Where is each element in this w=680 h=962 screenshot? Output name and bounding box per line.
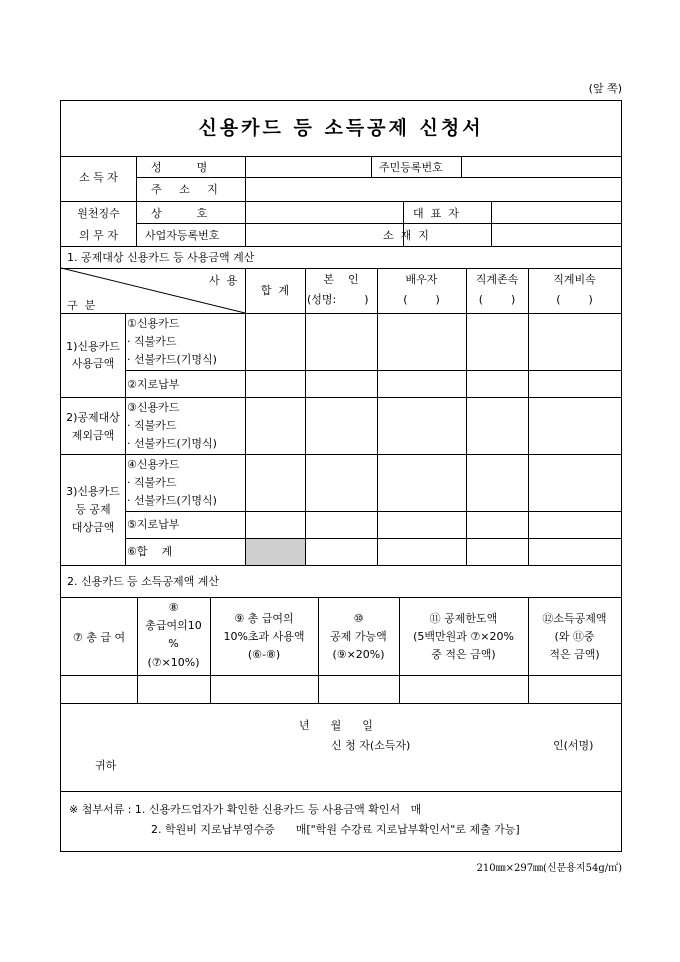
- rule: [125, 511, 621, 512]
- group1-debit-card: · 직불카드: [127, 335, 177, 348]
- col7-header: ⑦ 총 급 여: [72, 631, 126, 644]
- name-label: 성 명: [151, 161, 208, 174]
- total-header: 합 계: [260, 284, 290, 297]
- col12-header-line3: 적은 금액): [549, 648, 600, 661]
- group3-label-line3: 대상금액: [71, 521, 115, 534]
- col10-header-line2: 공제 가능액: [330, 630, 387, 643]
- group3-label-line1: 3)신용카드: [66, 485, 120, 498]
- rule: [125, 538, 621, 539]
- col11-header-line3: 중 적은 금액): [431, 648, 496, 661]
- col8-header-line2: 총급여의10: [145, 619, 202, 632]
- form-title: 신용카드 등 소득공제 신청서: [198, 117, 484, 139]
- rule: [61, 703, 621, 704]
- col11-header-line2: (5백만원과 ⑦×20%: [413, 630, 514, 643]
- group3-credit-card: ④신용카드: [127, 458, 180, 471]
- col11-header-line1: ⑪ 공제한도액: [429, 612, 498, 625]
- group1-label-line2: 사용금액: [71, 357, 115, 370]
- section1-heading: 1. 공제대상 신용카드 등 사용금액 계산: [67, 251, 255, 264]
- descendant-header: 직계비속: [553, 273, 596, 286]
- page-side-label: (앞 쪽): [588, 82, 622, 95]
- group3-debit-card: · 직불카드: [127, 476, 177, 489]
- rule: [61, 597, 621, 598]
- descendant-name-header: ( ): [556, 293, 593, 306]
- location-label: 소 재 지: [383, 229, 429, 242]
- group2-label-line1: 2)공제대상: [66, 411, 120, 424]
- paper-spec-footer: 210㎜×297㎜(신문용지54g/㎡): [476, 863, 622, 874]
- group2-debit-card: · 직불카드: [127, 419, 177, 432]
- group1-prepaid-card: · 선불카드(기명식): [127, 353, 217, 366]
- rrn-label: 주민등록번호: [379, 161, 443, 174]
- applicant-label: 신 청 자(소득자): [331, 739, 411, 752]
- spouse-name-header: ( ): [403, 293, 440, 306]
- address-label: 주 소 지: [151, 183, 218, 196]
- shaded-total-cell: [246, 539, 305, 565]
- withholding-label-line1: 원천징수: [77, 207, 120, 220]
- self-name-header: (성명: ): [307, 293, 369, 306]
- rule: [125, 370, 621, 371]
- col10-header-line1: ⑩: [353, 612, 364, 625]
- bizno-label: 사업자등록번호: [145, 229, 220, 242]
- rule: [61, 454, 621, 455]
- group3-total: ⑥합 계: [127, 545, 173, 558]
- attachments-line2: 2. 학원비 지로납부영수증 매["학원 수강료 지로납부확인서"로 제출 가능]: [151, 823, 520, 836]
- category-header: 구 분: [67, 299, 96, 312]
- usage-header: 사 용: [209, 274, 238, 287]
- col8-header-line4: (⑦×10%): [147, 656, 200, 669]
- ascendant-header: 직계존속: [475, 273, 519, 286]
- signature-date: 년 월 일: [299, 719, 373, 732]
- ascendant-name-header: ( ): [478, 293, 516, 306]
- income-earner-label: 소 득 자: [79, 171, 118, 184]
- col12-header-line1: ⑫소득공제액: [542, 612, 607, 625]
- group2-label-line2: 제외금액: [71, 429, 115, 442]
- application-form: [60, 100, 622, 852]
- rule: [61, 791, 621, 792]
- rule: [61, 565, 621, 566]
- col9-header-line1: ⑨ 총 급여의: [234, 612, 294, 625]
- group1-credit-card: ①신용카드: [127, 317, 180, 330]
- section2-heading: 2. 신용카드 등 소득공제액 계산: [67, 575, 219, 588]
- group2-prepaid-card: · 선불카드(기명식): [127, 437, 217, 450]
- col9-header-line2: 10%초과 사용액: [223, 630, 305, 643]
- header-diagonal: [61, 101, 621, 321]
- group3-prepaid-card: · 선불카드(기명식): [127, 494, 217, 507]
- col12-header-line2: (와 ⑪중: [554, 630, 595, 643]
- seal-label: 인(서명): [553, 739, 594, 752]
- group2-credit-card: ③신용카드: [127, 401, 180, 414]
- addressee-label: 귀하: [95, 759, 117, 772]
- company-label: 상 호: [151, 207, 208, 220]
- attachments-line1: ※ 첨부서류 : 1. 신용카드업자가 확인한 신용카드 등 사용금액 확인서 매: [69, 803, 422, 816]
- col8-header-line1: ⑧: [168, 601, 179, 614]
- col9-header-line3: (⑥-⑧): [247, 648, 281, 661]
- rule: [61, 675, 621, 676]
- col8-header-line3: %: [168, 637, 179, 650]
- group1-giro: ②지로납부: [127, 378, 180, 391]
- group1-label-line1: 1)신용카드: [66, 340, 120, 353]
- rule: [125, 313, 126, 565]
- rule: [61, 397, 621, 398]
- group3-giro: ⑤지로납부: [127, 518, 180, 531]
- spouse-header: 배우자: [405, 273, 438, 286]
- self-header: 본 인: [323, 273, 359, 286]
- withholding-label-line2: 의 무 자: [79, 229, 118, 242]
- group3-label-line2: 등 공제: [75, 503, 111, 516]
- col10-header-line3: (⑨×20%): [332, 648, 385, 661]
- ceo-label: 대 표 자: [413, 207, 459, 220]
